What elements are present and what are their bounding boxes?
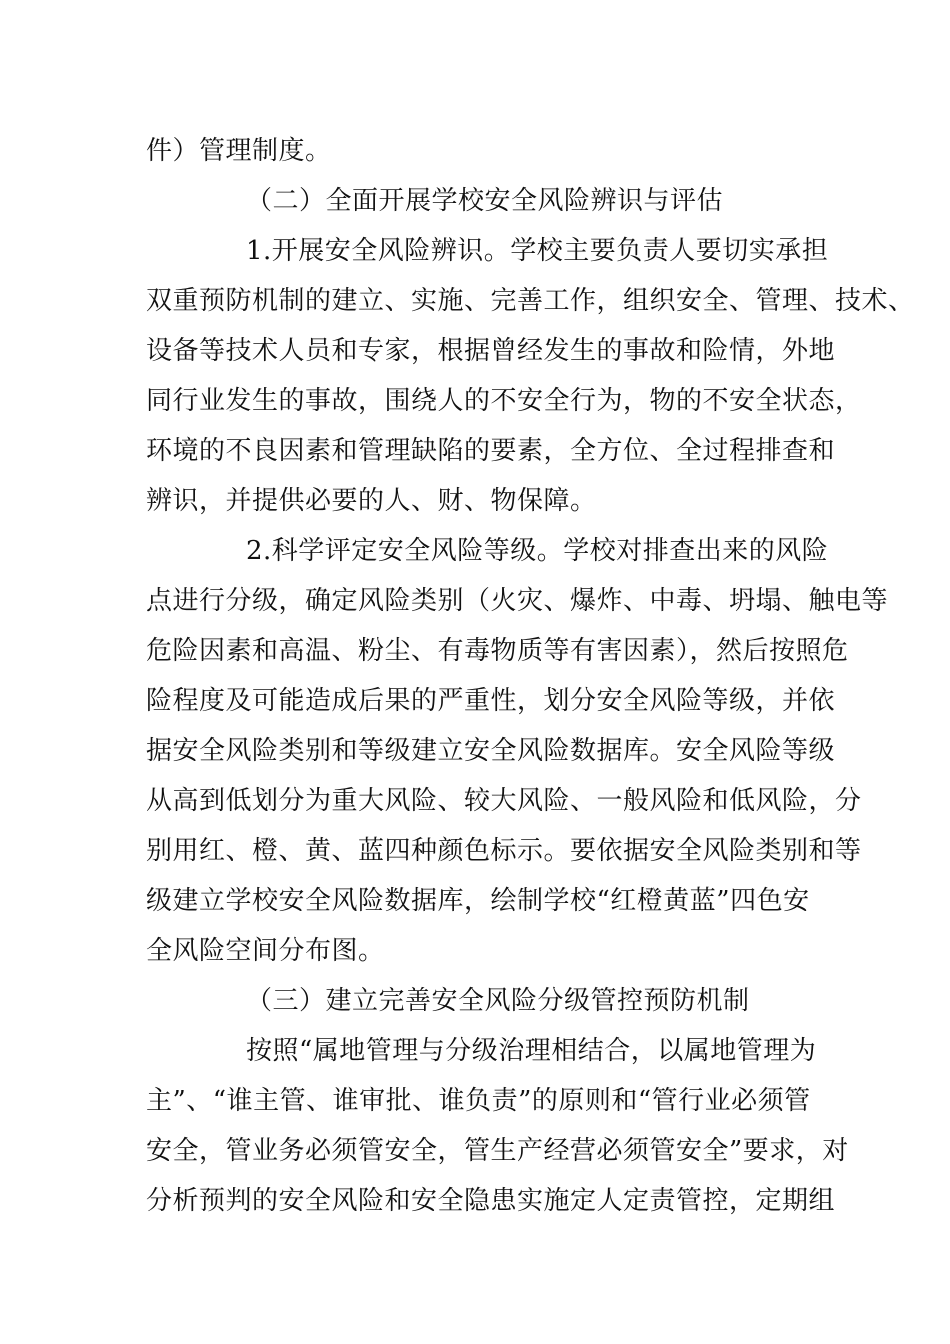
text-line: 1.开展安全风险辨识。学校主要负责人要切实承担 [246, 236, 829, 266]
text-line: 按照“属地管理与分级治理相结合，以属地管理为 [246, 1036, 817, 1066]
text-line: 从高到低划分为重大风险、较大风险、一般风险和低风险，分 [146, 786, 862, 816]
text-line: 险程度及可能造成后果的严重性，划分安全风险等级，并依 [146, 686, 836, 716]
section-heading: （二）全面开展学校安全风险辨识与评估 [246, 186, 724, 216]
text-line: 安全，管业务必须管安全，管生产经营必须管安全”要求，对 [146, 1136, 849, 1166]
text-line: 设备等技术人员和专家，根据曾经发生的事故和险情，外地 [146, 336, 836, 366]
text-line: 双重预防机制的建立、实施、完善工作，组织安全、管理、技术、 [146, 286, 915, 316]
text-line: 级建立学校安全风险数据库，绘制学校“红橙黄蓝”四色安 [146, 886, 810, 916]
text-line: 危险因素和高温、粉尘、有毒物质等有害因素），然后按照危 [146, 636, 849, 666]
text-line: 2.科学评定安全风险等级。学校对排查出来的风险 [246, 536, 829, 566]
text-line: 据安全风险类别和等级建立安全风险数据库。安全风险等级 [146, 736, 836, 766]
text-line: 分析预判的安全风险和安全隐患实施定人定责管控，定期组 [146, 1186, 836, 1216]
text-line: 同行业发生的事故，围绕人的不安全行为，物的不安全状态， [146, 386, 862, 416]
text-line: 主”、“谁主管、谁审批、谁负责”的原则和“管行业必须管 [146, 1086, 811, 1116]
section-heading: （三）建立完善安全风险分级管控预防机制 [246, 986, 750, 1016]
text-line: 件）管理制度。 [146, 136, 332, 166]
text-line: 环境的不良因素和管理缺陷的要素，全方位、全过程排查和 [146, 436, 836, 466]
text-line: 点进行分级，确定风险类别（火灾、爆炸、中毒、坍塌、触电等 [146, 586, 889, 616]
text-line: 别用红、橙、黄、蓝四种颜色标示。要依据安全风险类别和等 [146, 836, 862, 866]
text-line: 全风险空间分布图。 [146, 936, 385, 966]
text-line: 辨识，并提供必要的人、财、物保障。 [146, 486, 597, 516]
